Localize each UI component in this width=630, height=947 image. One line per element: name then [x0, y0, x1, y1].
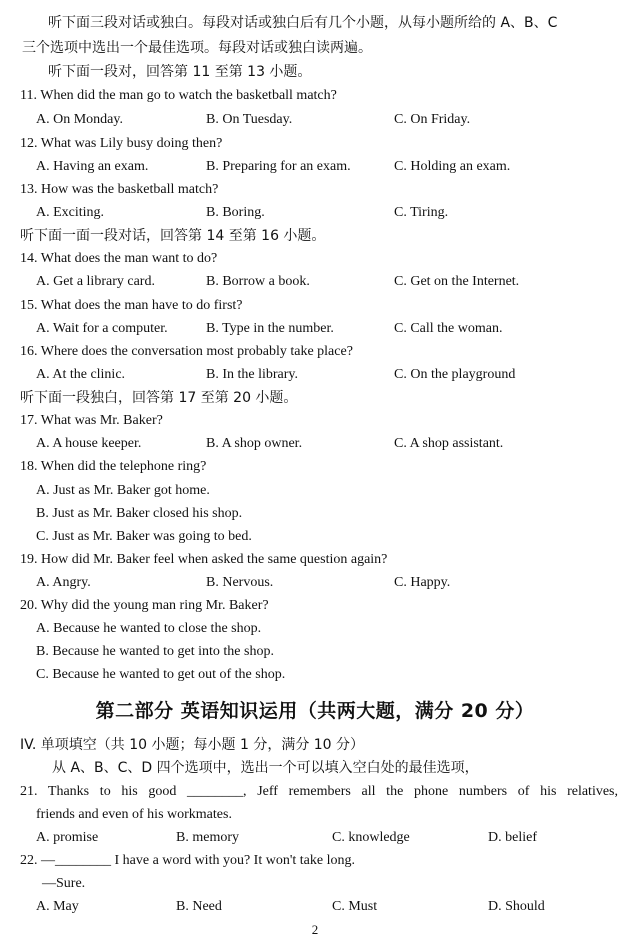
q17-option-b: B. A shop owner.: [206, 436, 303, 451]
q21-stem-line-1: 21. Thanks to his good ________, Jeff remembers all the phone numbers of his relatives,: [20, 784, 618, 799]
q19-option-b: B. Nervous.: [206, 575, 274, 590]
q20-option-b: B. Because he wanted to get into the shop.: [36, 644, 274, 659]
q18-stem: 18. When did the telephone ring?: [20, 459, 207, 474]
q12-option-c: C. Holding an exam.: [394, 159, 511, 174]
q17-option-c: C. A shop assistant.: [394, 436, 504, 451]
q12-option-b: B. Preparing for an exam.: [206, 159, 351, 174]
q14-option-c: C. Get on the Internet.: [394, 274, 520, 289]
directions-2: 听下面一面一段对话，回答第 14 至第 16 小题。: [20, 228, 326, 244]
section-4-heading: IV. 单项填空（共 10 小题；每小题 1 分，满分 10 分）: [20, 737, 365, 753]
q15-option-b: B. Type in the number.: [206, 321, 334, 336]
q21-option-c: C. knowledge: [332, 830, 410, 845]
q18-option-b: B. Just as Mr. Baker closed his shop.: [36, 506, 243, 521]
intro-line-1: 听下面三段对话或独白。每段对话或独白后有几个小题，从每小题所给的 A、B、C: [48, 15, 558, 31]
q16-option-b: B. In the library.: [206, 367, 299, 382]
q12-stem: 12. What was Lily busy doing then?: [20, 136, 223, 151]
page-number: 2: [311, 922, 319, 937]
q17-stem: 17. What was Mr. Baker?: [20, 413, 163, 428]
q19-option-c: C. Happy.: [394, 575, 451, 590]
q19-stem: 19. How did Mr. Baker feel when asked the same question again?: [20, 552, 388, 567]
intro-line-2: 三个选项中选出一个最佳选项。每段对话或独白读两遍。: [22, 40, 372, 56]
q12-option-a: A. Having an exam.: [36, 159, 149, 174]
q22-option-c: C. Must: [332, 899, 378, 914]
q18-option-c: C. Just as Mr. Baker was going to bed.: [36, 529, 252, 544]
q22-option-b: B. Need: [176, 899, 222, 914]
q22-option-d: D. Should: [488, 899, 545, 914]
q16-stem: 16. Where does the conversation most probably take place?: [20, 344, 353, 359]
q13-stem: 13. How was the basketball match?: [20, 182, 219, 197]
q13-option-b: B. Boring.: [206, 205, 265, 220]
q14-option-a: A. Get a library card.: [36, 274, 155, 289]
q22-stem-line-2: —Sure.: [42, 876, 86, 891]
q16-option-c: C. On the playground: [394, 367, 516, 382]
q14-stem: 14. What does the man want to do?: [20, 251, 218, 266]
q21-option-a: A. promise: [36, 830, 99, 845]
q22-stem-line-1: 22. —________ I have a word with you? It won't take long.: [20, 853, 355, 868]
q21-stem-line-2: friends and even of his workmates.: [36, 807, 232, 822]
q19-option-a: A. Angry.: [36, 575, 91, 590]
q11-stem: 11. When did the man go to watch the basketball match?: [20, 88, 337, 103]
q20-stem: 20. Why did the young man ring Mr. Baker?: [20, 598, 269, 613]
section-4-instruction: 从 A、B、C、D 四个选项中，选出一个可以填入空白处的最佳选项，: [52, 760, 479, 776]
q15-option-c: C. Call the woman.: [394, 321, 503, 336]
q15-option-a: A. Wait for a computer.: [36, 321, 168, 336]
q18-option-a: A. Just as Mr. Baker got home.: [36, 483, 210, 498]
q21-option-d: D. belief: [488, 830, 537, 845]
q21-option-b: B. memory: [176, 830, 239, 845]
q22-option-a: A. May: [36, 899, 79, 914]
q11-option-c: C. On Friday.: [394, 112, 471, 127]
q20-option-c: C. Because he wanted to get out of the shop.: [36, 667, 286, 682]
q16-option-a: A. At the clinic.: [36, 367, 126, 382]
intro-directions-1: 听下面一段对，回答第 11 至第 13 小题。: [48, 64, 312, 80]
q15-stem: 15. What does the man have to do first?: [20, 298, 243, 313]
q13-option-a: A. Exciting.: [36, 205, 105, 220]
q13-option-c: C. Tiring.: [394, 205, 449, 220]
q20-option-a: A. Because he wanted to close the shop.: [36, 621, 262, 636]
part-2-title: 第二部分 英语知识运用（共两大题，满分 20 分）: [95, 700, 535, 722]
q11-option-a: A. On Monday.: [36, 112, 123, 127]
directions-3: 听下面一段独白，回答第 17 至第 20 小题。: [20, 390, 298, 406]
q11-option-b: B. On Tuesday.: [206, 112, 293, 127]
q14-option-b: B. Borrow a book.: [206, 274, 310, 289]
q17-option-a: A. A house keeper.: [36, 436, 142, 451]
